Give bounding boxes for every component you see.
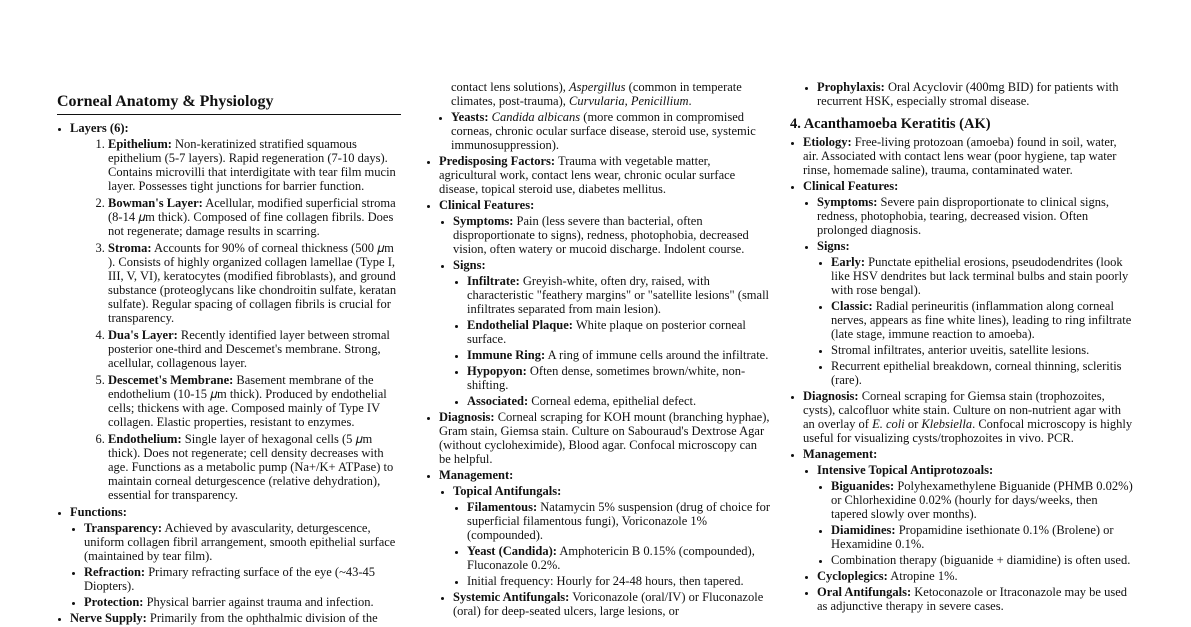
cycloplegics-label: Cycloplegics: [817, 569, 888, 583]
nerve-item [70, 611, 401, 625]
drug-item [831, 479, 1135, 521]
systemic-label: Systemic Antifungals: [453, 590, 570, 604]
nerve-label: Nerve Supply: [70, 611, 147, 625]
drug-name: Filamentous: [467, 500, 538, 514]
symptoms-text: Severe pain disproportionate to clinical signs, redness, photophobia, tearing, decreased vision. Often prolonged diagnosis. [817, 195, 1109, 237]
function-item [84, 595, 401, 609]
sign-item [467, 318, 771, 346]
drug-text: Initial frequency: Hourly for 24-48 hours, then tapered. [467, 574, 744, 588]
symptoms-label: Symptoms: [453, 214, 514, 228]
layers-item [70, 121, 401, 502]
topical-list [453, 500, 771, 588]
clinical-item [803, 179, 1135, 387]
sign-text: Corneal edema, epithelial defect. [528, 394, 697, 408]
layer-text: Accounts for 90% of corneal thickness (500 𝜇m ). Consists of highly organized collagen lamellae (Type I, III, V, VI), keratocytes (modified fibroblasts), and ground substance (proteoglycans like chondroitin sulfate, keratan sulfate). Regular spacing of collagen fibrils is crucial for transparency. [108, 241, 397, 325]
sign-text: Stromal infiltrates, anterior uveitis, satellite lesions. [831, 343, 1090, 357]
organism-name: Candida albicans [491, 110, 581, 124]
diagnosis-text: Corneal scraping for KOH mount (branching hyphae), Gram stain, Giemsa stain. Culture on Sabouraud's Dextrose Agar (without cycloheximide), Blood agar. Confocal microscopy can be helpful. [439, 410, 770, 466]
topical-drug-item [467, 544, 771, 572]
subsection-title: 4. Acanthamoeba Keratitis (AK) [790, 116, 991, 132]
function-name: Transparency: [84, 521, 163, 535]
topical-drug-item [467, 500, 771, 542]
sign-text: Radial perineuritis (inflammation along corneal nerves, appears as fine white lines), leading to ring infiltrate (late stage, immune reaction to amoeba). [831, 299, 1132, 341]
layers-label: Layers (6): [70, 121, 129, 135]
etiology-label: Etiology: [803, 135, 852, 149]
signs-list [817, 255, 1135, 387]
sign-name: Hypopyon: [467, 364, 527, 378]
intensive-item [817, 463, 1135, 567]
sign-name: Classic: [831, 299, 873, 313]
yeasts-item [451, 110, 771, 152]
functions-label: Functions: [70, 505, 127, 519]
sign-item [831, 255, 1135, 297]
sign-text: Punctate epithelial erosions, pseudodendrites (look like HSV dendrites but lack terminal bulbs and stain poorly with rose bengal). [831, 255, 1129, 297]
layer-name: Epithelium: [108, 137, 172, 151]
symptoms-item [453, 214, 771, 256]
diagnosis-text: or [904, 417, 922, 431]
management-label: Management: [803, 447, 878, 461]
sign-item [467, 274, 771, 316]
sign-text: Often dense, sometimes brown/white, non-shifting. [467, 364, 746, 392]
cycloplegics-text: Atropine 1%. [887, 569, 958, 583]
diagnosis-text: . Confocal microscopy is highly useful for visualizing cysts/trophozoites in vivo. PCR. [803, 417, 1133, 445]
systemic-item [453, 590, 771, 618]
symptoms-item [817, 195, 1135, 237]
fungal-list [426, 154, 771, 618]
organism-name: Curvularia, Penicillium [569, 94, 689, 108]
column-fungal [426, 80, 771, 620]
cont-text: . [688, 94, 692, 108]
clinical-label: Clinical Features: [803, 179, 899, 193]
topical-item [453, 484, 771, 588]
signs-label: Signs: [453, 258, 486, 272]
sign-item [467, 348, 771, 362]
layer-item [108, 196, 401, 238]
function-item [84, 521, 401, 563]
signs-item [453, 258, 771, 408]
sign-text: A ring of immune cells around the infiltrate. [545, 348, 769, 362]
organism-name: Aspergillus [569, 80, 626, 94]
symptoms-text: Pain (less severe than bacterial, often disproportionate to signs), redness, photophobia, decreased vision, often watery or mucoid discharge. Indolent course. [453, 214, 749, 256]
prophylaxis-label: Prophylaxis: [817, 80, 885, 94]
drug-item [831, 553, 1135, 567]
oral-label: Oral Antifungals: [817, 585, 912, 599]
function-text: Achieved by avascularity, deturgescence, uniform collagen fibril arrangement, smooth epithelial surface (maintained by tear film). [84, 521, 396, 563]
layer-text: Acellular, modified superficial stroma (8-14 𝜇m thick). Composed of fine collagen fibrils. Does not regenerate; damage results in scarring. [108, 196, 396, 238]
drug-name: Yeast (Candida): [467, 544, 557, 558]
layer-name: Bowman's Layer: [108, 196, 203, 210]
drug-name: Biguanides: [831, 479, 895, 493]
functions-list [70, 521, 401, 609]
sign-name: Infiltrate: [467, 274, 520, 288]
etiology-item [803, 135, 1135, 177]
topical-drug-item [467, 574, 771, 588]
layer-name: Dua's Layer: [108, 328, 178, 342]
topical-label: Topical Antifungals: [453, 484, 562, 498]
clinical-label: Clinical Features: [439, 198, 535, 212]
layer-name: Endothelium: [108, 432, 182, 446]
continued-text [451, 80, 771, 108]
ak-list [790, 135, 1135, 613]
sign-name: Early: [831, 255, 866, 269]
yeasts-list [426, 110, 771, 152]
predisposing-text: Trauma with vegetable matter, agricultural work, contact lens wear, chronic ocular surface disease, topical steroid use, diabetes mellitus. [439, 154, 736, 196]
sign-name: Endothelial Plaque: [467, 318, 573, 332]
function-name: Refraction: [84, 565, 146, 579]
signs-item [817, 239, 1135, 387]
oral-text: Ketoconazole or Itraconazole may be used as adjunctive therapy in severe cases. [817, 585, 1127, 613]
management-list [439, 484, 771, 618]
management-list [803, 463, 1135, 613]
drug-text: Natamycin 5% suspension (drug of choice for superficial filamentous fungi), Voriconazole 1% (compounded). [467, 500, 771, 542]
management-item [803, 447, 1135, 613]
drug-text: Propamidine isethionate 0.1% (Brolene) or Hexamidine 0.1%. [831, 523, 1114, 551]
diagnosis-label: Diagnosis: [439, 410, 495, 424]
cycloplegics-item [817, 569, 1135, 583]
sign-name: Associated: [467, 394, 529, 408]
intensive-label: Intensive Topical Antiprotozoals: [817, 463, 994, 477]
drug-name: Diamidines: [831, 523, 896, 537]
drug-text: Combination therapy (biguanide + diamidine) is often used. [831, 553, 1131, 567]
diagnosis-label: Diagnosis: [803, 389, 859, 403]
drug-text: Amphotericin B 0.15% (compounded), Fluconazole 0.2%. [467, 544, 755, 572]
diagnosis-text: Corneal scraping for Giemsa stain (trophozoites, cysts), calcofluor white stain. Culture on non-nutrient agar with an overlay of [803, 389, 1121, 431]
function-text: Physical barrier against trauma and infection. [143, 595, 374, 609]
layers-list [70, 137, 401, 502]
section-title: Corneal Anatomy & Physiology [57, 92, 401, 115]
sign-text: Recurrent epithelial breakdown, corneal thinning, scleritis (rare). [831, 359, 1122, 387]
layer-text: Basement membrane of the endothelium (10-15 𝜇m thick). Produced by endothelial cells; thickens with age. Composed mainly of Type IV collagen. Elastic properties, resistant to enzymes. [108, 373, 387, 429]
organism-name: Klebsiella [921, 417, 973, 431]
column-anatomy [57, 92, 401, 627]
drug-text: Polyhexamethylene Biguanide (PHMB 0.02%) or Chlorhexidine 0.02% (hourly for days/weeks, then tapered slowly over months). [831, 479, 1133, 521]
intensive-list [817, 479, 1135, 567]
function-text: Primary refracting surface of the eye (~43-45 Diopters). [84, 565, 376, 593]
layer-text: Recently identified layer between stromal posterior one-third and Descemet's membrane. Strong, acellular, collagenous layer. [108, 328, 390, 370]
clinical-list [439, 214, 771, 408]
symptoms-label: Symptoms: [817, 195, 878, 209]
layer-name: Stroma: [108, 241, 152, 255]
layer-item [108, 432, 401, 502]
diagnosis-item [439, 410, 771, 466]
clinical-item [439, 198, 771, 408]
layer-item [108, 328, 401, 370]
drug-item [831, 523, 1135, 551]
signs-label: Signs: [817, 239, 850, 253]
layer-text: Non-keratinized stratified squamous epithelium (5-7 layers). Rapid regeneration (7-10 days). Contains microvilli that interdigitate with tear film mucin layer. Possesses tight junctions for barrier function. [108, 137, 396, 193]
column-acanthamoeba [790, 80, 1135, 615]
layer-item [108, 241, 401, 325]
predisposing-label: Predisposing Factors: [439, 154, 556, 168]
predisposing-item [439, 154, 771, 196]
sign-name: Immune Ring: [467, 348, 546, 362]
sign-item [831, 343, 1135, 357]
layer-item [108, 373, 401, 429]
sign-item [467, 394, 771, 408]
diagnosis-item [803, 389, 1135, 445]
etiology-text: Free-living protozoan (amoeba) found in soil, water, air. Associated with contact lens wear (poor hygiene, tap water rinse, homemade saline), trauma, contaminated water. [803, 135, 1117, 177]
nerve-text: Primarily from the ophthalmic division of the [146, 611, 378, 625]
yeasts-label: Yeasts: [451, 110, 489, 124]
clinical-list [803, 195, 1135, 387]
function-item [84, 565, 401, 593]
organism-name: E. coli [872, 417, 905, 431]
layer-text: Single layer of hexagonal cells (5 𝜇m thick). Does not regenerate; cell density decreases with age. Functions as a metabolic pump (Na+/K+ ATPase) to maintain corneal deturgescence (relative dehydration), essential for transparency. [108, 432, 394, 502]
systemic-text: Voriconazole (oral/IV) or Fluconazole (oral) for deep-seated ulcers, large lesions, or [453, 590, 764, 618]
anatomy-list [57, 121, 401, 625]
sign-item [467, 364, 771, 392]
sign-item [831, 299, 1135, 341]
oral-item [817, 585, 1135, 613]
sign-text: White plaque on posterior corneal surface. [467, 318, 746, 346]
layer-name: Descemet's Membrane: [108, 373, 234, 387]
prophylaxis-text: Oral Acyclovir (400mg BID) for patients with recurrent HSK, especially stromal disease. [817, 80, 1119, 108]
cont-text: contact lens solutions), [451, 80, 570, 94]
prophylaxis-item [817, 80, 1135, 108]
layer-item [108, 137, 401, 193]
functions-item [70, 505, 401, 609]
sign-text: Greyish-white, often dry, raised, with characteristic "feathery margins" or "satellite lesions" (small infiltrates separated from main lesion). [467, 274, 770, 316]
prophylaxis-list [790, 80, 1135, 108]
function-name: Protection: [84, 595, 144, 609]
management-item [439, 468, 771, 618]
yeasts-text: (more common in compromised corneas, chronic ocular surface disease, steroid use, systemic immunosuppression). [451, 110, 756, 152]
sign-item [831, 359, 1135, 387]
cont-text: (common in temperate climates, post-trauma), [451, 80, 742, 108]
management-label: Management: [439, 468, 514, 482]
signs-list [453, 274, 771, 408]
